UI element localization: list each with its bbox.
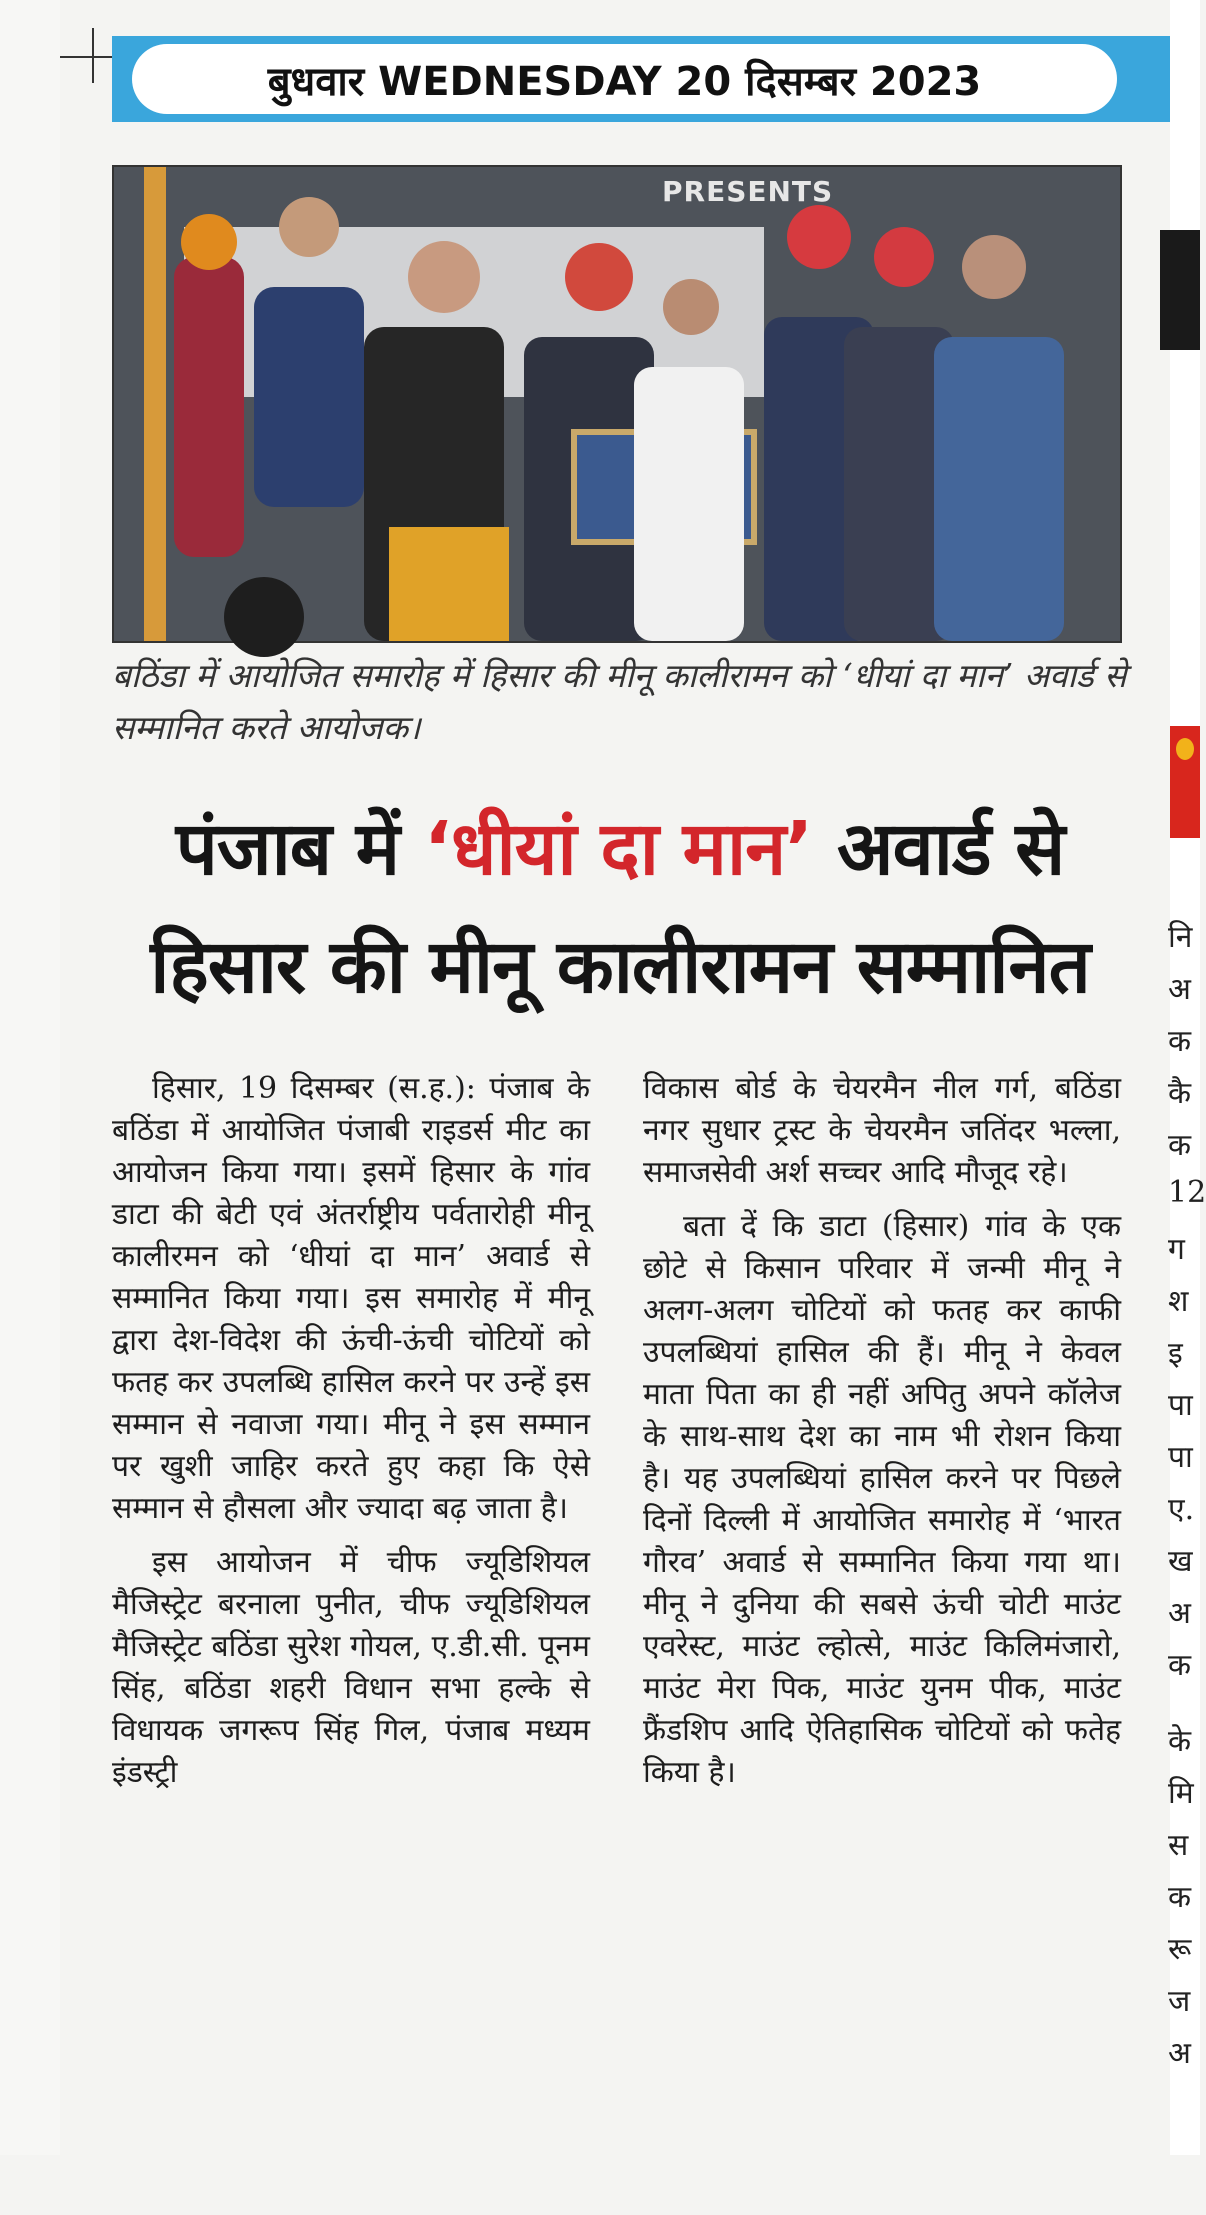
crop-mark: [92, 28, 94, 83]
adjacent-text-fragment: क: [1168, 1880, 1192, 1915]
headline: [100, 790, 1140, 1026]
page-margin: [0, 0, 60, 2155]
adjacent-text-fragment: अ: [1168, 972, 1191, 1007]
adjacent-text-fragment: श: [1168, 1284, 1189, 1319]
crop-mark: [60, 56, 115, 58]
adjacent-text-fragment: के: [1168, 1724, 1192, 1759]
adjacent-text-fragment: अ: [1168, 2036, 1191, 2071]
adjacent-text-fragment: स: [1168, 1828, 1189, 1863]
adjacent-graphic-dot: [1176, 738, 1194, 760]
article-paragraph: हिसार, 19 दिसम्बर (स.ह.): पंजाब के बठिंडा में आयोजित पंजाबी राइडर्स मीट का आयोजन किया गया। इसमें हिसार के गांव डाटा की बेटी एवं अंतर्राष्ट्रीय पर्वतारोही मीनू कालीरमन को ‘धीयां दा मान’ अवार्ड से सम्मानित किया गया। इस समारोह में मीनू द्वारा देश-विदेश की ऊंची-ऊंची चोटियों को फतह कर उपलब्धि हासिल करने पर उन्हें इस सम्मान से नवाजा गया। मीनू ने इस सम्मान पर खुशी जाहिर करते हुए कहा कि ऐसे सम्मान से हौसला और ज्यादा बढ़ जाता है।: [112, 1071, 590, 1526]
adjacent-text-fragment: क: [1168, 1128, 1192, 1163]
backdrop-text: PRESENTS: [662, 175, 834, 208]
adjacent-text-fragment: इ: [1168, 1336, 1183, 1371]
adjacent-text-fragment: ख: [1168, 1544, 1193, 1579]
photo-caption: बठिंडा में आयोजित समारोह में हिसार की मीनू कालीरामन को ‘धीयां दा मान’ अवार्ड से सम्मानित करते आयोजक।: [112, 656, 1127, 747]
adjacent-headline-fragment: [1160, 230, 1200, 350]
adjacent-text-fragment: ज: [1168, 1984, 1191, 2019]
photo-illustration: [114, 167, 1120, 641]
article-column-1: [112, 1068, 590, 1806]
adjacent-text-fragment: पा: [1168, 1440, 1193, 1475]
adjacent-text-fragment: क: [1168, 1024, 1192, 1059]
headline-part: पंजाब में: [175, 806, 424, 892]
article-paragraph: बता दें कि डाटा (हिसार) गांव के एक छोटे से किसान परिवार में जन्मी मीनू ने अलग-अलग चोटियों को फतह कर काफी उपलब्धियां हासिल की हैं। मीनू ने केवल माता पिता का ही नहीं अपितु अपने कॉलेज के साथ-साथ देश का नाम भी रोशन किया है। यह उपलब्धियां हासिल करने पर पिछले दिनों दिल्ली में आयोजित समारोह में ‘भारत गौरव’ अवार्ड से सम्मानित किया गया था। मीनू ने दुनिया की सबसे ऊंची चोटी माउंट एवरेस्ट, माउंट ल्होत्से, माउंट किलिमंजारो, माउंट मेरा पिक, माउंट युनम पीक, माउंट फ्रैंडशिप आदि ऐतिहासिक चोटियों को फतेह किया है।: [643, 1209, 1121, 1790]
article-column-2: [643, 1068, 1121, 1806]
adjacent-text-fragment: नि: [1168, 920, 1193, 955]
next-headline-fragment: [112, 2115, 1172, 2155]
adjacent-text-fragment: अ: [1168, 1596, 1191, 1631]
adjacent-text-fragment: पा: [1168, 1388, 1193, 1423]
adjacent-text-fragment: 12: [1168, 1175, 1206, 1210]
adjacent-text-fragment: ग: [1168, 1232, 1185, 1267]
adjacent-text-fragment: मि: [1168, 1776, 1194, 1811]
adjacent-text-fragment: ए.: [1168, 1492, 1195, 1527]
article-paragraph: इस आयोजन में चीफ ज्यूडिशियल मैजिस्ट्रेट बरनाला पुनीत, चीफ ज्यूडिशियल मैजिस्ट्रेट बठिंडा सुरेश गोयल, ए.डी.सी. पूनम सिंह, बठिंडा शहरी विधान सभा हल्के से विधायक जगरूप सिंह गिल, पंजाब मध्यम इंडस्ट्री: [112, 1545, 590, 1790]
news-photo: [112, 165, 1122, 643]
article-paragraph: विकास बोर्ड के चेयरमैन नील गर्ग, बठिंडा नगर सुधार ट्रस्ट के चेयरमैन जतिंदर भल्ला, समाजसेवी अर्श सच्चर आदि मौजूद रहे।: [643, 1071, 1121, 1190]
headline-highlight: ‘धीयां दा मान’: [423, 806, 813, 892]
adjacent-text-fragment: क: [1168, 1648, 1192, 1683]
adjacent-text-fragment: रू: [1168, 1932, 1192, 1967]
date-banner: बुधवार WEDNESDAY 20 दिसम्बर 2023: [132, 44, 1117, 114]
headline-part: अवार्ड से हिसार की मीनू कालीरामन सम्मानित: [150, 806, 1090, 1010]
adjacent-text-fragment: कै: [1168, 1076, 1192, 1111]
